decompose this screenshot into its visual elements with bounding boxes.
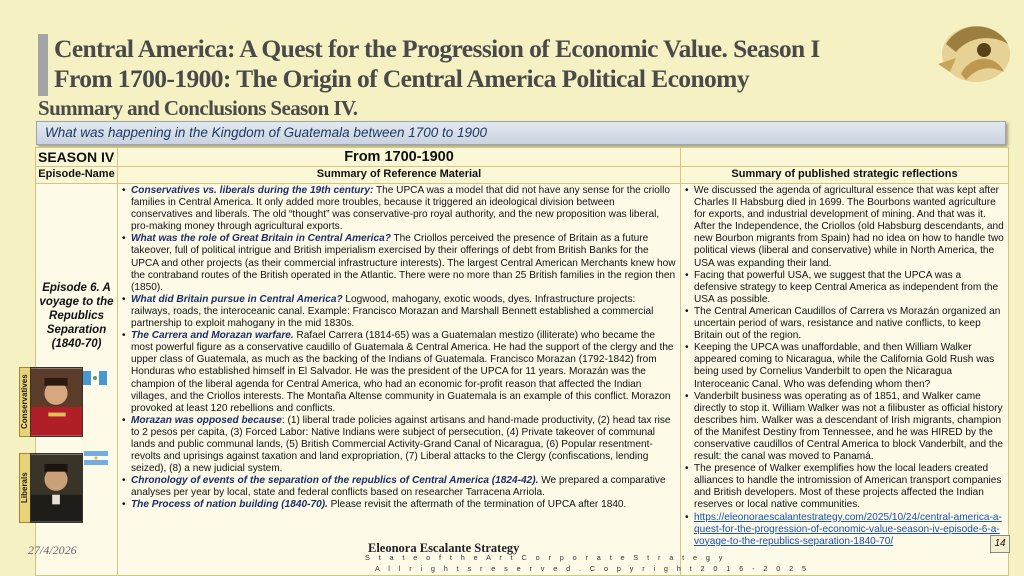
reference-text: Please revisit the aftermath of the termination of UPCA after 1840. [327, 499, 627, 511]
list-item [122, 294, 676, 330]
list-item: • Keeping the UPCA was unaffordable, and then William Walker appeared coming to Nicaragua, while the California Gold Rush was being used by Cornelius Vanderbilt to open the Nicaragua Interoceanic Canal. Who was defending whom then? [685, 342, 1005, 390]
reference-text: : (1) liberal trade policies against artisans and hand-made productivity, (2) head tax rise to 2 pesos per capita, (3) Forced Labor: Native Indians were subject of persecution, (4) Private takeover of communal lands and public communal lands, (5) British Commercial Activity-Grand Canal of Nicaragua, (6) Popular resentment-revolts and uprisings against taxation and land expropriation, (7) Liberal attacks to the Clergy (confiscations, lending seized), (8) a new judicial system. [131, 414, 671, 475]
reference-cell [118, 184, 681, 576]
portrait-carrera-icon [30, 367, 83, 437]
list-item [122, 415, 676, 475]
list-item: • Vanderbilt business was operating as of 1851, and Walker came directly to stop it. William Walker was not a filibuster as official history describes him. Walker was a descendant of Irish migrants, champion of the Manifest Destiny from Tennessee, and he was HIRED by the conservative caudillos of Central America to block Vanderbilt, and the result: the canal was moved to Panamá. [685, 391, 1005, 464]
reference-heading: What did Britain pursue in Central America? [131, 293, 343, 305]
footer-brand: Eleonora Escalante Strategy [368, 541, 520, 555]
strategic-list [681, 184, 1008, 548]
question-bar: What was happening in the Kingdom of Guatemala between 1700 to 1900 [36, 121, 1006, 145]
slide-date: 27/4/2026 [28, 543, 77, 557]
side-label-liberals: Liberals [19, 453, 31, 523]
page-subtitle: Summary and Conclusions Season IV. [38, 96, 358, 120]
summary-table [35, 147, 1009, 576]
reference-text: We prepared a comparative analyses per year by local, state and federal conflicts based on researcher Tarracena Arriola. [131, 475, 666, 499]
list-item: • The Central American Caudillos of Carrera vs Morazán organized an uncertain period of wars, resistance and native conflicts, to keep Britain out of the region. [685, 306, 1005, 342]
reference-heading: Chronology of events of the separation of the republics of Central America (1824-42). [131, 475, 539, 487]
reference-text: Logwood, mahogany, exotic woods, dyes. Infrastructure projects: railways, roads, the interoceanic canal. Example: Francisco Morazan and Marshall Bennett established a commercial partnership to exploit mahogany in the mid 1830s. [131, 293, 654, 330]
list-item [122, 475, 676, 499]
list-item: • The presence of Walker exemplifies how the local leaders created alliances to handle the intromission of American transport companies and British developers. Most of these projects affected the Indian reserves or local native communities. [685, 463, 1005, 511]
argentina-flag-icon [84, 451, 108, 465]
list-item [122, 185, 676, 233]
list-item: • Facing that powerful USA, we suggest that the UPCA was a defensive strategy to keep Central America as independent from the USA as possible. [685, 270, 1005, 306]
reference-heading: Conservatives vs. liberals during the 19th century: [131, 185, 374, 196]
column-header-reference: Summary of Reference Material [118, 167, 681, 184]
reference-list [118, 184, 680, 512]
page-title-line-2: From 1700-1900: The Origin of Central America Political Economy [54, 64, 749, 93]
reference-text: The UPCA was a model that did not have any sense for the criollo families in Central America. It only added more troubles, because it triggered an ideological division between conservatives and liberals. The old “thought” was conservative-pro royal authority, and the new proposition was liberal, pro-making money through agricultural exports. [131, 185, 670, 233]
reference-heading: Morazan was opposed because [131, 414, 282, 426]
column-header-episode: Episode-Name [36, 167, 118, 184]
column-header-strategic: Summary of published strategic reflections [681, 167, 1009, 184]
season-label: SEASON IV [36, 148, 118, 167]
reference-heading: What was the role of Great Britain in Central America? [131, 233, 391, 245]
reference-heading: The Process of nation building (1840-70). [131, 499, 328, 511]
list-item [122, 330, 676, 415]
guatemala-flag-icon [83, 371, 107, 385]
title-block [38, 34, 928, 96]
list-item [122, 233, 676, 293]
portrait-morazan-icon [30, 453, 83, 523]
period-label: From 1700-1900 [118, 148, 681, 167]
ornament-logo-icon [926, 14, 1016, 92]
reference-heading: The Carrera and Morazan warfare. [131, 330, 294, 342]
list-item: • We discussed the agenda of agricultural essence that was kept after Charles II Habsburg died in 1699. The Bourbons wanted agriculture for exports, and industrial development of mining. And that was it. After the Independence, the Criollos (old Habsburg descendants, and new Bourbon migrants from Spain) had no idea on how to handle two political views (liberal and conservative) while in North America, the USA was expanding their land. [685, 185, 1005, 270]
episode-link[interactable]: https://eleonoraescalantestrategy.com/2025/10/24/central-america-a-quest-for-the-progression-of-economic-value-season-iv-episode-6-a-voyage-to-the-republics-separation-1840-70/ [694, 511, 1002, 547]
footer-tagline: S t a t e o f t h e A r t C o r p o r a t e S t r a t e g y [365, 553, 726, 562]
footer-copyright: A l l r i g h t s r e s e r v e d . C o p y r i g h t 2 0 1 6 - 2 0 2 5 [375, 564, 810, 573]
empty-header-cell [681, 148, 1009, 167]
list-item [685, 512, 1005, 548]
strategic-cell [681, 184, 1009, 576]
side-label-conservatives: Conservatives [19, 367, 31, 437]
list-item [122, 499, 676, 511]
page-number: 14 [990, 535, 1010, 553]
reference-text: The Criollos perceived the presence of Britain as a future takeover, full of political intrigue and British imperialism exercised by their offerings of debt from British Banks for the UPCA and other projects (as their commercial infrastructure interests). The largest Central American Merchants knew how the contraband routes of the British operated in the Atlantic. There were no more than 25 British families in the region then (1850). [131, 233, 676, 293]
episode-title: Episode 6. A voyage to the Republics Separation (1840-70) [39, 282, 114, 350]
reference-text: Rafael Carrera (1814-65) was a Guatemalan mestizo (illiterate) who became the most powerful figure as a conservative caudillo of Guatemala & Central America. He had the support of the clergy and the upper class of Guatemala, as much as the backing of the Indians of Guatemala. Francisco Morazan (1792-1842) from Honduras who established himself in El Salvador. He was the president of the UPCA for 11 years. Morazán was the champion of the liberal agenda for Central America, who had an economic for-profit reason that affected the Indian villages, and the Criollos interests. The Montaña Altense community in Guatemala is an example of this conflict. Morazon provoked at least 120 rebellions and conflicts. [131, 330, 674, 414]
page-title-line-1: Central America: A Quest for the Progression of Economic Value. Season I [54, 34, 820, 63]
